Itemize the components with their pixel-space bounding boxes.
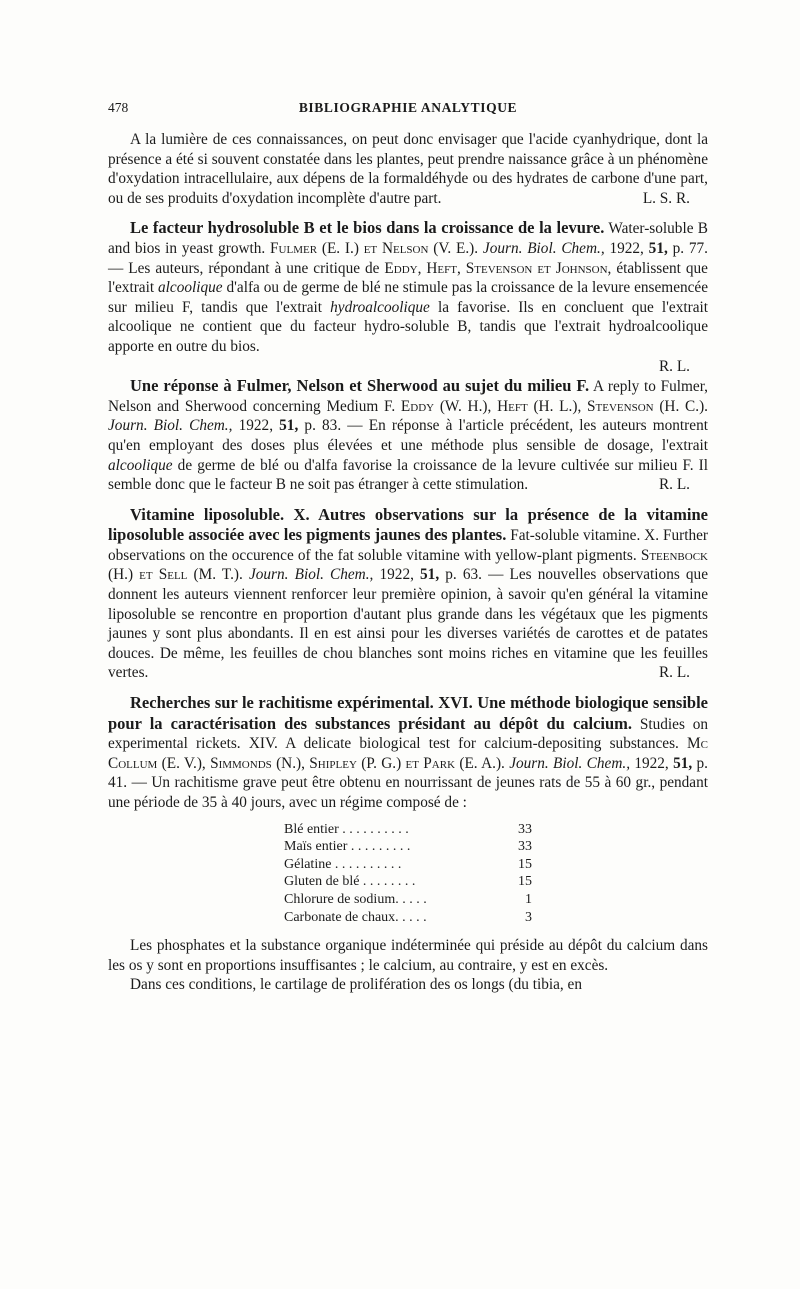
intro-paragraph <box>108 130 708 208</box>
abstract-1-title: Le facteur hydrosoluble B et le bios dans la croissance de la levure. <box>130 218 605 238</box>
diet-row <box>284 856 532 874</box>
diet-ingredient: Carbonate de chaux. . . . . <box>284 909 427 925</box>
diet-composition-table <box>284 821 532 927</box>
abstract-3-title: Vitamine liposoluble. X. Autres observations sur la présence de la vitamine liposoluble associée avec les pigments jaunes des plantes. <box>108 504 708 545</box>
diet-ingredient: Chlorure de sodium. . . . . <box>284 891 427 907</box>
diet-ingredient: Blé entier . . . . . . . . . . <box>284 821 409 837</box>
abstract-2-text: p. 83. — En réponse à l'article précédent, les auteurs montrent qu'en employant des doses plus élevées et une méthode plus sensible de dosage, l'extrait <box>108 417 708 454</box>
diet-ingredient: Gluten de blé . . . . . . . . <box>284 874 416 890</box>
abstract-4-title: Recherches sur le rachitisme expérimental. XVI. Une méthode biologique sensible pour la caractérisation des substances présidant au dépôt du calcium. <box>108 693 708 733</box>
abstract-1-text: établissent que l'extrait <box>108 259 708 297</box>
running-title: BIBLIOGRAPHIE ANALYTIQUE <box>298 100 518 115</box>
abstract-3-journal: Journ. Biol. Chem., <box>242 566 374 584</box>
abstract-1-text: la favorise. Ils en concluent que l'extrait alcoolique ne contient que du facteur hydro-soluble B, tandis que l'extrait hydroalcoolique apporte en outre du bios. <box>108 298 708 355</box>
diet-ingredient: Maïs entier . . . . . . . . . <box>284 839 411 855</box>
abstract-4-authors: Mc Collum (E. V.), Simmonds (N.), Shipley (P. G.) et Park (E. A.). <box>108 735 708 772</box>
abstract-3-authors: Steenbock (H.) et Sell (M. T.). <box>108 546 708 584</box>
abstract-2-text: de germe de blé ou d'alfa favorise la croissance de la levure cultivée sur milieu F. Il semble donc que le facteur B ne soit pas étranger à cette stimulation. <box>108 456 708 494</box>
abstract-1-signature: R. L. <box>658 357 690 375</box>
diet-row <box>284 838 532 856</box>
abstract-3 <box>108 505 708 683</box>
page-number: 478 <box>108 100 129 115</box>
abstract-1-authors: Fulmer (E. I.) et Nelson (V. E.). <box>270 239 479 257</box>
abstract-3-signature: R. L. <box>658 664 690 682</box>
diet-ingredient: Gélatine . . . . . . . . . . <box>284 856 402 872</box>
abstract-4-year: 1922, <box>630 754 674 772</box>
abstract-3-text: Fat-soluble vitamine. X. Further observations on the occurence of the fat soluble vitamine with yellow-plant pigments. <box>108 527 708 564</box>
abstract-2-year: 1922, <box>232 417 280 435</box>
diet-amount: 33 <box>518 839 532 855</box>
abstract-1-text: Water-soluble B and bios in yeast growth. <box>108 220 709 257</box>
abstract-2-volume: 51, <box>279 417 299 435</box>
abstract-2-signature: R. L. <box>658 476 690 494</box>
abstract-1-text: p. 77. — Les auteurs, répondant à une critique de <box>108 239 708 277</box>
abstract-1-emphasis: alcoolique <box>158 279 223 297</box>
abstract-3-year: 1922, <box>373 566 421 584</box>
abstract-1 <box>108 218 708 376</box>
intro-signature: L. S. R. <box>642 189 690 207</box>
abstract-4-volume: 51, <box>673 754 693 772</box>
abstract-1-emphasis: hydroalcoolique <box>330 298 430 316</box>
diet-amount: 15 <box>518 856 532 872</box>
diet-row <box>284 909 532 927</box>
running-header <box>108 100 708 122</box>
closing-paragraph-1: Les phosphates et la substance organique indéterminée qui préside au dépôt du calcium dans les os y sont en proportions insuffisantes ; le calcium, au contraire, y est en excès. <box>108 937 708 974</box>
diet-amount: 1 <box>525 891 532 907</box>
diet-row <box>284 873 532 891</box>
abstract-3-text: p. 63. — Les nouvelles observations que donnent les auteurs viennent renforcer leur première opinion, à savoir qu'en général la vitamine liposoluble se rencontre en proportion d'autant plus grande dans les végétaux que les pigments jaunes y sont plus abondants. Il en est ainsi pour les diverses variétés de carottes et de patates douces. De même, les feuilles de chou blanches sont moins riches en vitamine que les feuilles vertes. <box>108 566 709 682</box>
abstract-2-title: Une réponse à Fulmer, Nelson et Sherwood au sujet du milieu F. <box>130 376 590 396</box>
diet-row <box>284 821 532 839</box>
abstract-3-volume: 51, <box>420 566 440 584</box>
diet-amount: 15 <box>518 874 532 890</box>
abstract-4 <box>108 693 708 813</box>
abstract-1-year: 1922, <box>604 239 649 257</box>
diet-amount: 3 <box>525 909 532 925</box>
abstract-4-text: p. 41. — Un rachitisme grave peut être obtenu en nourrissant de jeunes rats de 55 à 60 gr., pendant une période de 35 à 40 jours, avec un régime composé de : <box>108 754 708 811</box>
abstract-4-journal: Journ. Biol. Chem., <box>504 754 631 772</box>
diet-row <box>284 891 532 909</box>
abstract-1-volume: 51, <box>648 239 668 257</box>
abstract-2-emphasis: alcoolique <box>108 456 173 474</box>
closing-paragraph-2: Dans ces conditions, le cartilage de prolifération des os longs (du tibia, en <box>130 976 582 994</box>
abstract-4-text: Studies on experimental rickets. XIV. A delicate biological test for calcium-depositing substances. <box>108 715 708 753</box>
abstract-2-authors: Eddy (W. H.), Heft (H. L.), Stevenson (H. C.). <box>400 397 709 415</box>
diet-amount: 33 <box>518 821 532 837</box>
abstract-2-text: A reply to Fulmer, Nelson and Sherwood concerning Medium F. <box>108 378 708 415</box>
abstract-2 <box>108 376 708 495</box>
abstract-1-text: d'alfa ou de germe de blé ne stimule pas la croissance de la levure ensemencée sur milieu F, tandis que l'extrait <box>108 279 708 316</box>
document-page <box>108 100 708 995</box>
abstract-1-cited-authors: Eddy, Heft, Stevenson et Johnson, <box>384 259 612 277</box>
intro-text: A la lumière de ces connaissances, on peut donc envisager que l'acide cyanhydrique, dont la présence a été si souvent constatée dans les plantes, peut prendre naissance grâce à un phénomène d'oxydation intracellulaire, aux dépens de la formaldéhyde ou des hydrates de carbone d'une part, ou de ses produits d'oxydation incomplète d'autre part. <box>108 131 708 207</box>
abstract-1-journal: Journ. Biol. Chem., <box>478 239 605 257</box>
abstract-2-journal: Journ. Biol. Chem., <box>108 417 233 435</box>
